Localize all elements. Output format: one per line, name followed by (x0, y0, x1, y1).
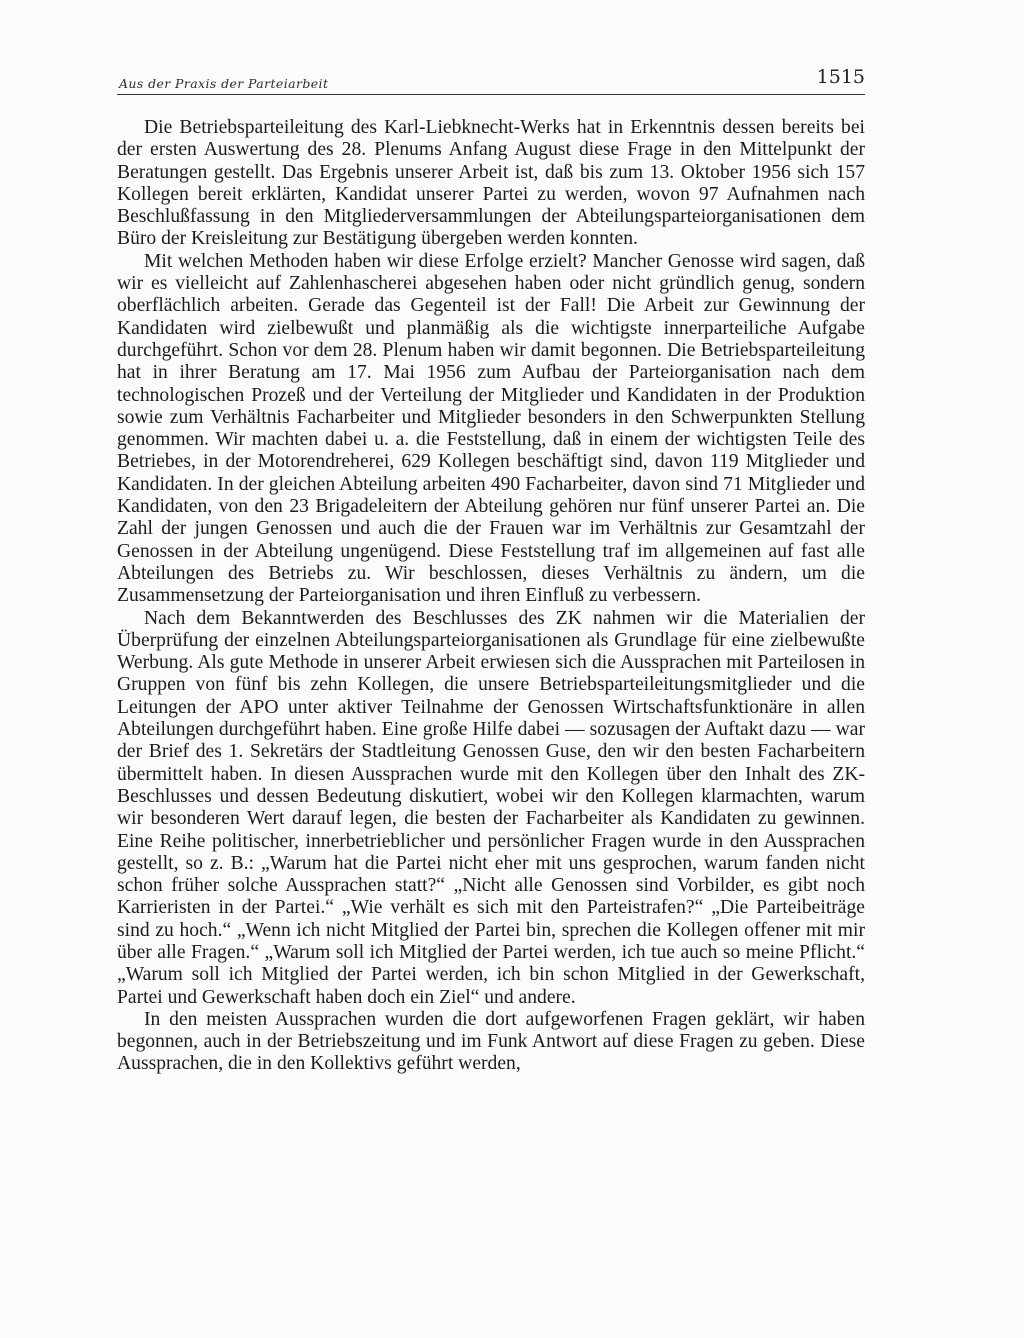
page-number: 1515 (816, 66, 865, 88)
article-body (117, 117, 865, 1076)
paragraph: Die Betriebsparteileitung des Karl-Liebknecht-Werks hat in Erkenntnis dessen bereits bei der ersten Auswertung des 28. Plenums Anfang August diese Frage in den Mittelpunkt der Beratungen gestellt. Das Ergebnis unserer Arbeit ist, daß bis zum 13. Oktober 1956 sich 157 Kollegen bereit erklärten, Kandidat unserer Partei zu werden, wovon 97 Aufnahmen nach Beschlußfassung in den Mitgliederversammlungen der Abteilungsparteiorganisationen dem Büro der Kreisleitung zur Bestätigung übergeben werden konnten. (117, 117, 865, 250)
paragraph: Nach dem Bekanntwerden des Beschlusses des ZK nahmen wir die Materialien der Überprüfung der einzelnen Abteilungsparteiorganisationen als Grundlage für eine zielbewußte Werbung. Als gute Methode in unserer Arbeit erwiesen sich die Aussprachen mit Parteilosen in Gruppen von fünf bis zehn Kollegen, die unsere Betriebsparteileitungsmitglieder und die Leitungen der APO unter aktiver Teilnahme der Genossen Wirtschaftsfunktionäre in allen Abteilungen durchgeführt haben. Eine große Hilfe dabei — sozusagen der Auftakt dazu — war der Brief des 1. Sekretärs der Stadtleitung Genossen Guse, den wir den besten Facharbeitern übermittelt haben. In diesen Aussprachen wurde mit den Kollegen über den Inhalt des ZK-Beschlusses und dessen Bedeutung diskutiert, wobei wir den Kollegen klarmachten, warum wir besonderen Wert darauf legen, die besten der Facharbeiter als Kandidaten zu gewinnen. Eine Reihe politischer, innerbetrieblicher und persönlicher Fragen wurde in den Aussprachen gestellt, so z. B.: „Warum hat die Partei nicht eher mit uns gesprochen, warum fanden nicht schon früher solche Aussprachen statt?“ „Nicht alle Genossen sind Vorbilder, es gibt noch Karrieristen in der Partei.“ „Wie verhält es sich mit den Parteistrafen?“ „Die Parteibeiträge sind zu hoch.“ „Wenn ich nicht Mitglied der Partei bin, sprechen die Kollegen offener mit mir über alle Fragen.“ „Warum soll ich Mitglied der Partei werden, ich tue auch so meine Pflicht.“ „Warum soll ich Mitglied der Partei werden, ich bin schon Mitglied in der Gewerkschaft, Partei und Gewerkschaft haben doch ein Ziel“ und andere. (117, 607, 865, 1008)
running-header (117, 66, 865, 95)
running-title: Aus der Praxis der Parteiarbeit (119, 76, 329, 91)
paragraph: In den meisten Aussprachen wurden die dort aufgeworfenen Fragen geklärt, wir haben begonnen, auch in der Betriebszeitung und im Funk Antwort auf diese Fragen zu geben. Diese Aussprachen, die in den Kollektivs geführt werden, (117, 1008, 865, 1075)
paragraph: Mit welchen Methoden haben wir diese Erfolge erzielt? Mancher Genosse wird sagen, daß wir es vielleicht auf Zahlenhascherei abgesehen haben oder nicht gründlich genug, sondern oberflächlich arbeiten. Gerade das Gegenteil ist der Fall! Die Arbeit zur Gewinnung der Kandidaten wird zielbewußt und planmäßig als die wichtigste innerparteiliche Aufgabe durchgeführt. Schon vor dem 28. Plenum haben wir damit begonnen. Die Betriebsparteileitung hat in ihrer Beratung am 17. Mai 1956 zum Aufbau der Parteiorganisation nach dem technologischen Prozeß und der Verteilung der Mitglieder und Kandidaten in der Produktion sowie zum Verhältnis Facharbeiter und Mitglieder besonders in den Schwerpunkten Stellung genommen. Wir machten dabei u. a. die Feststellung, daß in einem der wichtigsten Teile des Betriebes, in der Motorendreherei, 629 Kollegen beschäftigt sind, davon 119 Mitglieder und Kandidaten. In der gleichen Abteilung arbeiten 490 Facharbeiter, davon sind 71 Mitglieder und Kandidaten, von den 23 Brigadeleitern der Abteilung gehören nur fünf unserer Partei an. Die Zahl der jungen Genossen und auch die der Frauen war im Verhältnis zur Gesamtzahl der Genossen in der Abteilung ungenügend. Diese Feststellung traf im allgemeinen auf fast alle Abteilungen des Betriebs zu. Wir beschlossen, dieses Verhältnis zu ändern, um die Zusammensetzung der Parteiorganisation und ihren Einfluß zu verbessern. (117, 250, 865, 607)
